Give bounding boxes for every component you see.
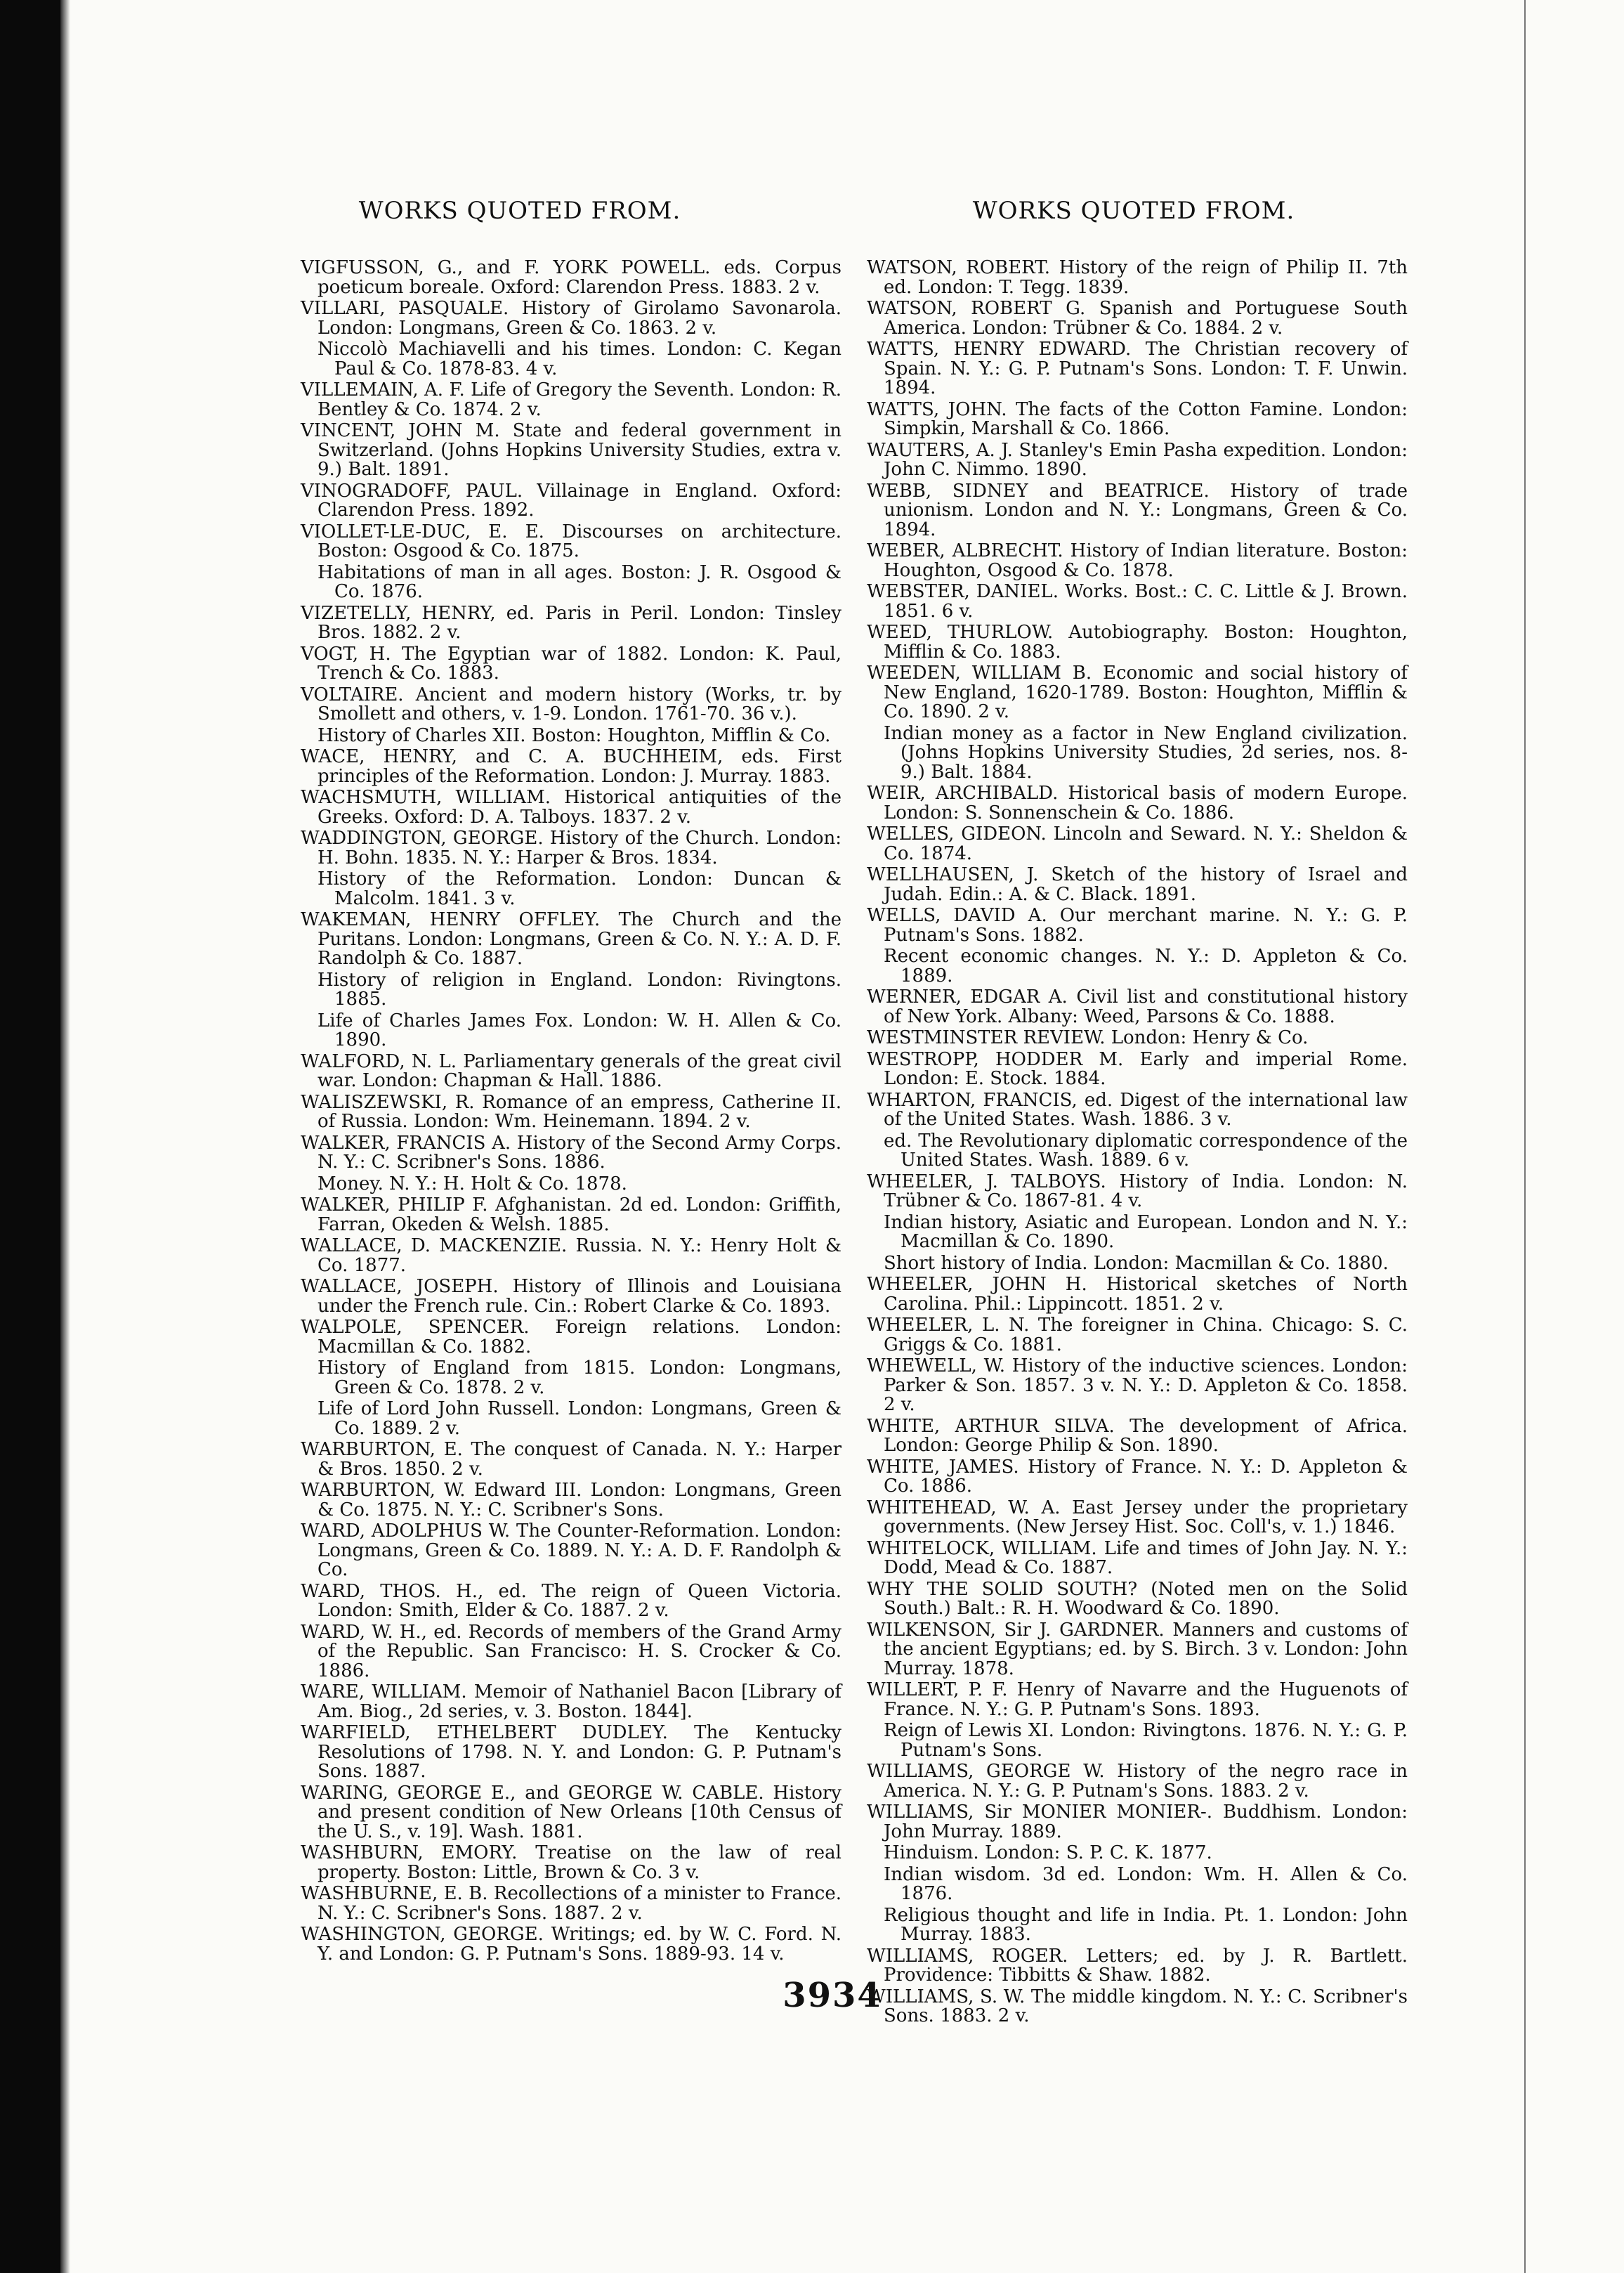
bibliography-entry: History of England from 1815. London: Longmans, Green & Co. 1878. 2 v. — [317, 1357, 842, 1398]
bibliography-entry: WARING, GEORGE E., and GEORGE W. CABLE. History and present condition of New Orleans [10th Census of the U. S., v. 19]. Wash. 1881. — [301, 1782, 842, 1842]
bibliography-entry: Religious thought and life in India. Pt. 1. London: John Murray. 1883. — [884, 1904, 1408, 1945]
bibliography-entry: Money. N. Y.: H. Holt & Co. 1878. — [317, 1173, 627, 1194]
bibliography-entry: WALLACE, D. MACKENZIE. Russia. N. Y.: Henry Holt & Co. 1877. — [301, 1235, 842, 1276]
bibliography-entry: WILLIAMS, Sir MONIER MONIER-. Buddhism. London: John Murray. 1889. — [867, 1802, 1408, 1842]
bibliography-entry: WEBER, ALBRECHT. History of Indian literature. Boston: Houghton, Osgood & Co. 1878. — [867, 540, 1408, 581]
bibliography-entry: WARBURTON, W. Edward III. London: Longmans, Green & Co. 1875. N. Y.: C. Scribner's Sons. — [301, 1480, 842, 1520]
bibliography-entry: WATSON, ROBERT G. Spanish and Portuguese South America. London: Trübner & Co. 1884. 2 v. — [867, 298, 1408, 339]
bibliography-entry: WHITEHEAD, W. A. East Jersey under the proprietary governments. (New Jersey Hist. Soc. Coll's, v. 1.) 1846. — [867, 1497, 1408, 1537]
bibliography-entry: History of the Reformation. London: Duncan & Malcolm. 1841. 3 v. — [317, 868, 842, 909]
bibliography-entry: WALKER, PHILIP F. Afghanistan. 2d ed. London: Griffith, Farran, Okeden & Welsh. 1885. — [301, 1194, 842, 1235]
bibliography-entry: WASHBURNE, E. B. Recollections of a minister to France. N. Y.: C. Scribner's Sons. 1887. 2 v. — [301, 1883, 842, 1924]
bibliography-entry: WHEWELL, W. History of the inductive sciences. London: Parker & Son. 1857. 3 v. N. Y.: D. Appleton & Co. 1858. 2 v. — [867, 1355, 1408, 1415]
bibliography-entry: Niccolò Machiavelli and his times. London: C. Kegan Paul & Co. 1878-83. 4 v. — [317, 339, 842, 379]
bibliography-entry: VIOLLET-LE-DUC, E. E. Discourses on architecture. Boston: Osgood & Co. 1875. — [301, 521, 842, 561]
bibliography-entry: WHITE, JAMES. History of France. N. Y.: D. Appleton & Co. 1886. — [867, 1456, 1408, 1497]
bibliography-entry: WHEELER, L. N. The foreigner in China. Chicago: S. C. Griggs & Co. 1881. — [867, 1315, 1408, 1355]
bibliography-entry: VIGFUSSON, G., and F. YORK POWELL. eds. Corpus poeticum boreale. Oxford: Clarendon Press. 1883. 2 v. — [301, 257, 842, 298]
bibliography-entry: WEED, THURLOW. Autobiography. Boston: Houghton, Mifflin & Co. 1883. — [867, 622, 1408, 663]
bibliography-entry: ed. The Revolutionary diplomatic correspondence of the United States. Wash. 1889. 6 v. — [884, 1130, 1408, 1171]
bibliography-entry: WALISZEWSKI, R. Romance of an empress, Catherine II. of Russia. London: Wm. Heinemann. 1894. 2 v. — [301, 1091, 842, 1132]
bibliography-entry: WELLHAUSEN, J. Sketch of the history of Israel and Judah. Edin.: A. & C. Black. 1891. — [867, 864, 1408, 905]
bibliography-entry: WESTMINSTER REVIEW. London: Henry & Co. — [867, 1027, 1309, 1048]
bibliography-entry: WARBURTON, E. The conquest of Canada. N. Y.: Harper & Bros. 1850. 2 v. — [301, 1439, 842, 1480]
bibliography-entry: VILLEMAIN, A. F. Life of Gregory the Seventh. London: R. Bentley & Co. 1874. 2 v. — [301, 379, 842, 420]
bibliography-entry: Indian history, Asiatic and European. London and N. Y.: Macmillan & Co. 1890. — [884, 1211, 1408, 1252]
bibliography-entry: WEBB, SIDNEY and BEATRICE. History of trade unionism. London and N. Y.: Longmans, Green & Co. 1894. — [867, 480, 1408, 540]
bibliography-entry: Short history of India. London: Macmillan & Co. 1880. — [884, 1252, 1389, 1274]
bibliography-entry: Life of Charles James Fox. London: W. H. Allen & Co. 1890. — [317, 1010, 842, 1050]
bibliography-entry: History of religion in England. London: Rivingtons. 1885. — [317, 969, 842, 1010]
bibliography-entry: WEBSTER, DANIEL. Works. Bost.: C. C. Little & J. Brown. 1851. 6 v. — [867, 581, 1408, 622]
bibliography-entry: WILKENSON, Sir J. GARDNER. Manners and customs of the ancient Egyptians; ed. by S. Birch. 3 v. London: John Murray. 1878. — [867, 1619, 1408, 1679]
left-column-entries — [301, 259, 842, 1966]
bibliography-entry: WAUTERS, A. J. Stanley's Emin Pasha expedition. London: John C. Nimmo. 1890. — [867, 439, 1408, 480]
bibliography-entry: WACHSMUTH, WILLIAM. Historical antiquities of the Greeks. Oxford: D. A. Talboys. 1837. 2 v. — [301, 787, 842, 828]
bibliography-entry: WEIR, ARCHIBALD. Historical basis of modern Europe. London: S. Sonnenschein & Co. 1886. — [867, 783, 1408, 823]
bibliography-entry: WILLIAMS, S. W. The middle kingdom. N. Y.: C. Scribner's Sons. 1883. 2 v. — [867, 1986, 1408, 2026]
bibliography-entry: WELLES, GIDEON. Lincoln and Seward. N. Y.: Sheldon & Co. 1874. — [867, 823, 1408, 864]
bibliography-entry: WADDINGTON, GEORGE. History of the Church. London: H. Bohn. 1835. N. Y.: Harper & Bros. 1834. — [301, 828, 842, 868]
page-number: 3934 — [782, 1976, 882, 2015]
bibliography-entry: Indian wisdom. 3d ed. London: Wm. H. Allen & Co. 1876. — [884, 1863, 1408, 1904]
bibliography-entry: WEEDEN, WILLIAM B. Economic and social history of New England, 1620-1789. Boston: Houghton, Mifflin & Co. 1890. 2 v. — [867, 663, 1408, 722]
bibliography-entry: WESTROPP, HODDER M. Early and imperial Rome. London: E. Stock. 1884. — [867, 1048, 1408, 1089]
bibliography-entry: WELLS, DAVID A. Our merchant marine. N. Y.: G. P. Putnam's Sons. 1882. — [867, 905, 1408, 946]
bibliography-entry: WALPOLE, SPENCER. Foreign relations. London: Macmillan & Co. 1882. — [301, 1317, 842, 1357]
bibliography-entry: Habitations of man in all ages. Boston: J. R. Osgood & Co. 1876. — [317, 561, 842, 602]
bibliography-entry: WAKEMAN, HENRY OFFLEY. The Church and the Puritans. London: Longmans, Green & Co. N. Y.: A. D. F. Randolph & Co. 1887. — [301, 909, 842, 969]
bibliography-entry: WALKER, FRANCIS A. History of the Second Army Corps. N. Y.: C. Scribner's Sons. 1886. — [301, 1132, 842, 1173]
bibliography-entry: History of Charles XII. Boston: Houghton, Mifflin & Co. — [317, 724, 831, 746]
bibliography-entry: WARE, WILLIAM. Memoir of Nathaniel Bacon [Library of Am. Biog., 2d series, v. 3. Boston. 1844]. — [301, 1681, 842, 1722]
bibliography-entry: WERNER, EDGAR A. Civil list and constitutional history of New York. Albany: Weed, Parsons & Co. 1888. — [867, 986, 1408, 1027]
bibliography-entry: WASHINGTON, GEORGE. Writings; ed. by W. C. Ford. N. Y. and London: G. P. Putnam's Sons. 1889-93. 14 v. — [301, 1924, 842, 1965]
bibliography-entry: WARFIELD, ETHELBERT DUDLEY. The Kentucky Resolutions of 1798. N. Y. and London: G. P. Putnam's Sons. 1887. — [301, 1722, 842, 1782]
bibliography-entry: WHEELER, JOHN H. Historical sketches of North Carolina. Phil.: Lippincott. 1851. 2 v. — [867, 1274, 1408, 1315]
bibliography-entry: WHITE, ARTHUR SILVA. The development of Africa. London: George Philip & Son. 1890. — [867, 1415, 1408, 1456]
right-column-entries — [867, 259, 1408, 2028]
scan-margin-edge — [0, 0, 60, 2273]
bibliography-entry: WILLIAMS, GEORGE W. History of the negro race in America. N. Y.: G. P. Putnam's Sons. 1883. 2 v. — [867, 1761, 1408, 1802]
bibliography-entry: Indian money as a factor in New England civilization. (Johns Hopkins University Studies, 2d series, nos. 8-9.) Balt. 1884. — [884, 722, 1408, 783]
bibliography-entry: WARD, W. H., ed. Records of members of the Grand Army of the Republic. San Francisco: H. S. Crocker & Co. 1886. — [301, 1621, 842, 1681]
bibliography-entry: VINCENT, JOHN M. State and federal government in Switzerland. (Johns Hopkins University Studies, extra v. 9.) Balt. 1891. — [301, 420, 842, 480]
bibliography-entry: VINOGRADOFF, PAUL. Villainage in England. Oxford: Clarendon Press. 1892. — [301, 480, 842, 521]
bibliography-entry: WHITELOCK, WILLIAM. Life and times of John Jay. N. Y.: Dodd, Mead & Co. 1887. — [867, 1537, 1408, 1578]
bibliography-entry: WATTS, JOHN. The facts of the Cotton Famine. London: Simpkin, Marshall & Co. 1866. — [867, 398, 1408, 439]
bibliography-entry: Life of Lord John Russell. London: Longmans, Green & Co. 1889. 2 v. — [317, 1398, 842, 1439]
bibliography-entry: WILLERT, P. F. Henry of Navarre and the Huguenots of France. N. Y.: G. P. Putnam's Sons. 1893. — [867, 1679, 1408, 1720]
bibliography-entry: Hinduism. London: S. P. C. K. 1877. — [884, 1842, 1212, 1863]
left-column-heading: WORKS QUOTED FROM. — [358, 197, 681, 225]
bibliography-entry: WATSON, ROBERT. History of the reign of Philip II. 7th ed. London: T. Tegg. 1839. — [867, 257, 1408, 298]
bibliography-entry: VOLTAIRE. Ancient and modern history (Works, tr. by Smollett and others, v. 1-9. London. 1761-70. 36 v.). — [301, 684, 842, 724]
bibliography-entry: WHEELER, J. TALBOYS. History of India. London: N. Trübner & Co. 1867-81. 4 v. — [867, 1171, 1408, 1211]
bibliography-entry: WATTS, HENRY EDWARD. The Christian recovery of Spain. N. Y.: G. P. Putnam's Sons. London: T. F. Unwin. 1894. — [867, 339, 1408, 398]
bibliography-entry: WASHBURN, EMORY. Treatise on the law of real property. Boston: Little, Brown & Co. 3 v. — [301, 1842, 842, 1883]
right-column-heading: WORKS QUOTED FROM. — [972, 197, 1295, 225]
bibliography-entry: WHY THE SOLID SOUTH? (Noted men on the Solid South.) Balt.: R. H. Woodward & Co. 1890. — [867, 1578, 1408, 1619]
bibliography-entry: WALFORD, N. L. Parliamentary generals of the great civil war. London: Chapman & Hall. 1886. — [301, 1050, 842, 1091]
bibliography-entry: WARD, THOS. H., ed. The reign of Queen Victoria. London: Smith, Elder & Co. 1887. 2 v. — [301, 1580, 842, 1621]
page-edge-rule — [1524, 0, 1526, 2273]
bibliography-entry: VIZETELLY, HENRY, ed. Paris in Peril. London: Tinsley Bros. 1882. 2 v. — [301, 602, 842, 643]
bibliography-entry: WALLACE, JOSEPH. History of Illinois and Louisiana under the French rule. Cin.: Robert Clarke & Co. 1893. — [301, 1276, 842, 1317]
bibliography-entry: WHARTON, FRANCIS, ed. Digest of the international law of the United States. Wash. 1886. 3 v. — [867, 1089, 1408, 1130]
bibliography-entry: WACE, HENRY, and C. A. BUCHHEIM, eds. First principles of the Reformation. London: J. Murray. 1883. — [301, 746, 842, 787]
bibliography-entry: Reign of Lewis XI. London: Rivingtons. 1876. N. Y.: G. P. Putnam's Sons. — [884, 1720, 1408, 1761]
bibliography-entry: Recent economic changes. N. Y.: D. Appleton & Co. 1889. — [884, 946, 1408, 986]
bibliography-entry: WILLIAMS, ROGER. Letters; ed. by J. R. Bartlett. Providence: Tibbitts & Shaw. 1882. — [867, 1945, 1408, 1986]
bibliography-entry: VILLARI, PASQUALE. History of Girolamo Savonarola. London: Longmans, Green & Co. 1863. 2 v. — [301, 298, 842, 339]
bibliography-entry: VOGT, H. The Egyptian war of 1882. London: K. Paul, Trench & Co. 1883. — [301, 643, 842, 684]
bibliography-entry: WARD, ADOLPHUS W. The Counter-Reformation. London: Longmans, Green & Co. 1889. N. Y.: A. D. F. Randolph & Co. — [301, 1520, 842, 1580]
